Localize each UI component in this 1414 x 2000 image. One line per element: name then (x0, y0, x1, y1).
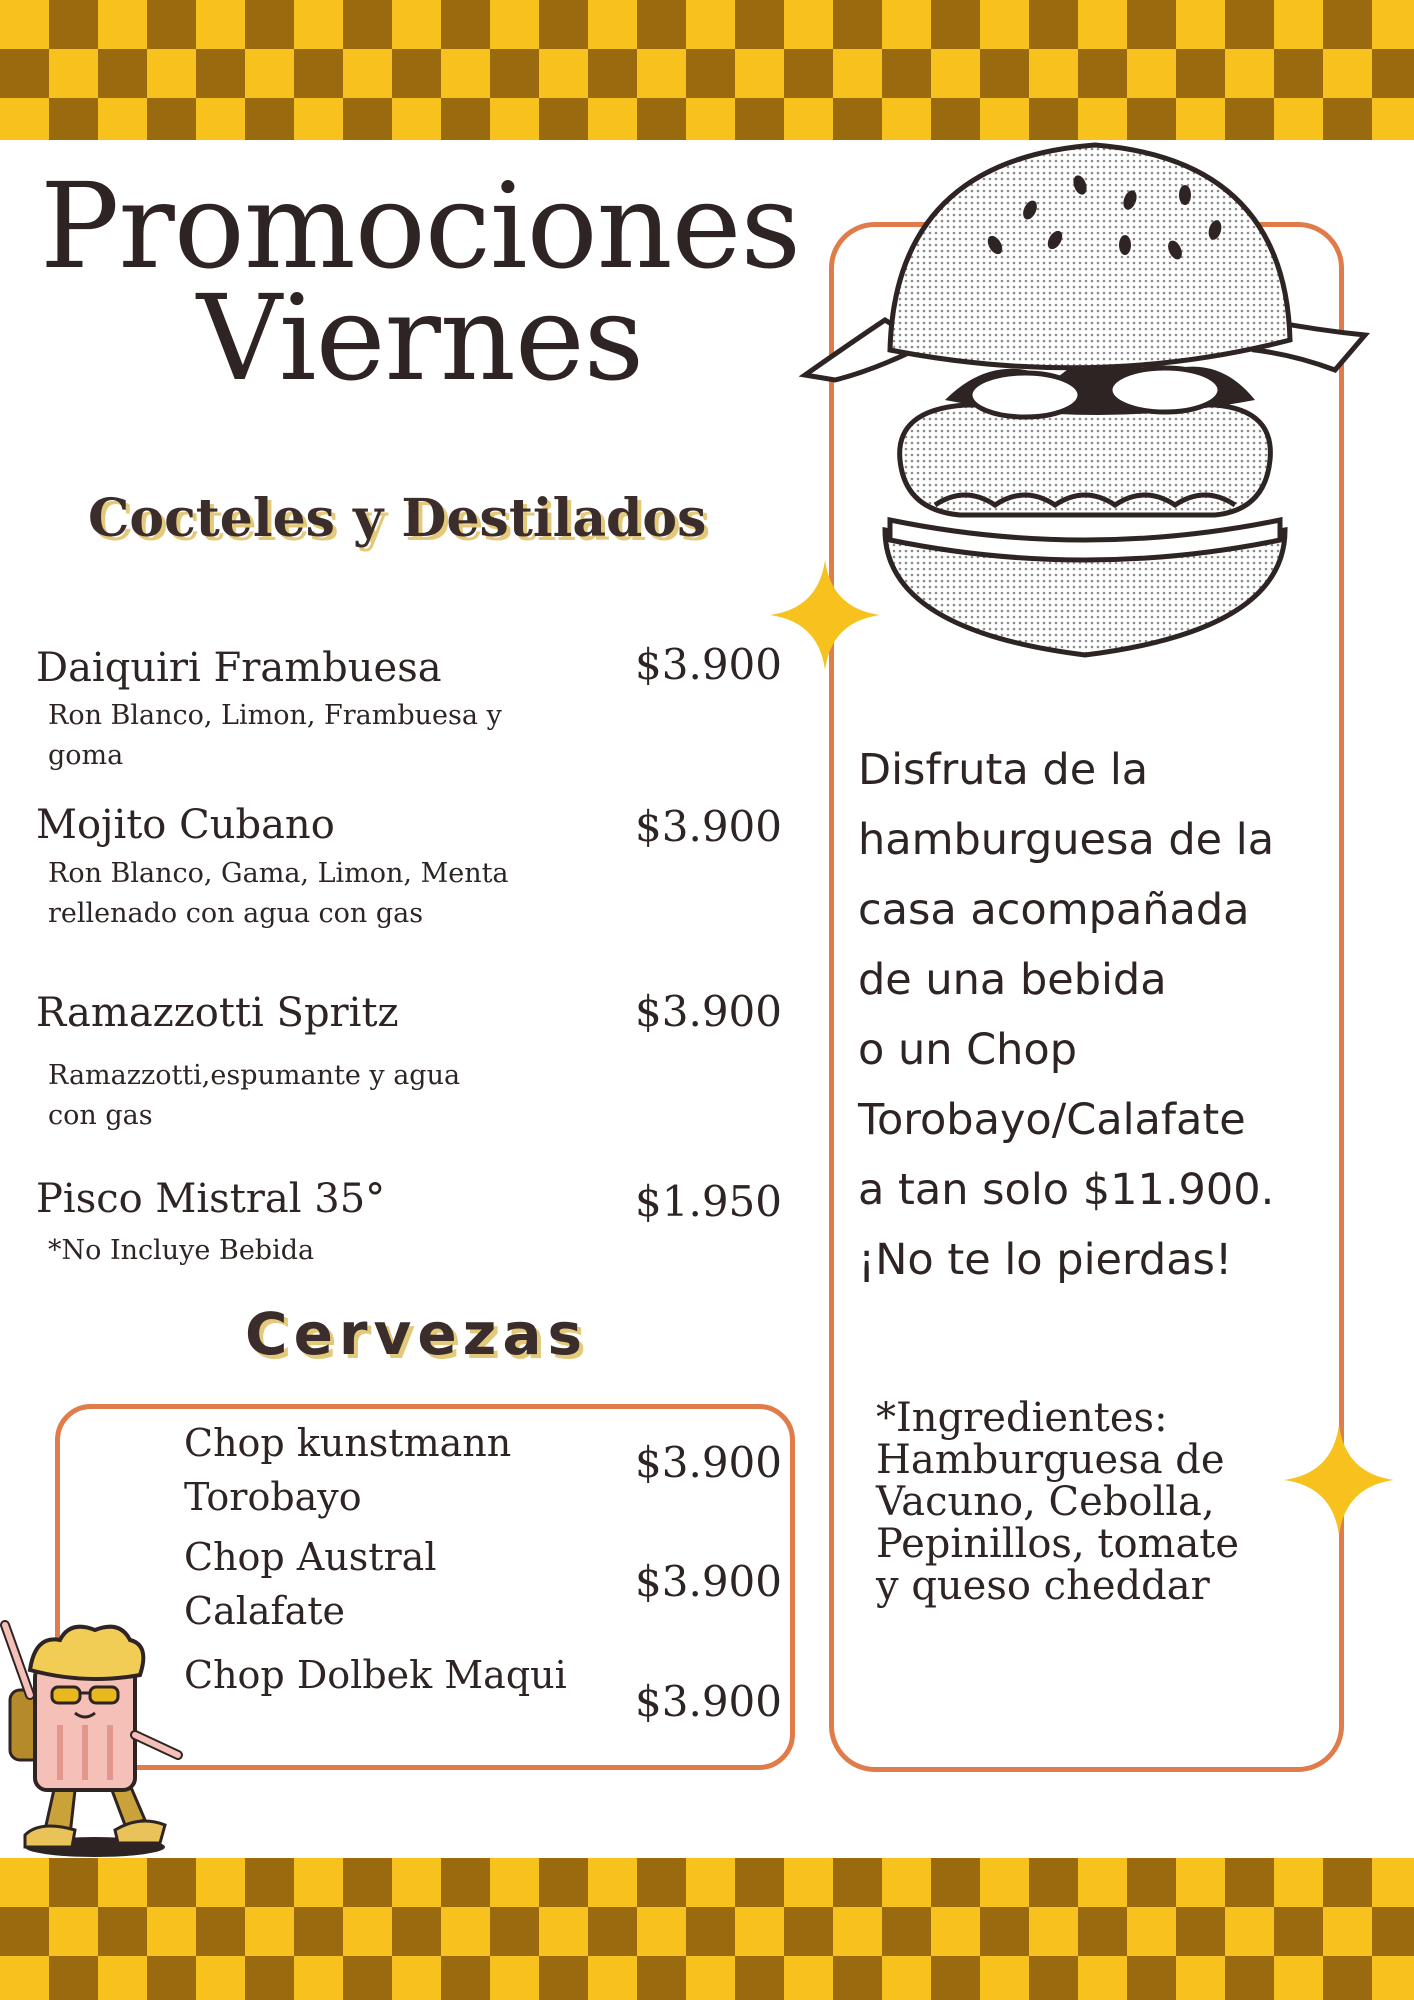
ingredients-line: Pepinillos, tomate (876, 1521, 1240, 1567)
cocktail-description (48, 1056, 608, 1136)
promo-line: a tan solo $11.900. (858, 1165, 1275, 1215)
ingredients-line: Vacuno, Cebolla, (876, 1479, 1215, 1525)
ingredients-line: Hamburguesa de (876, 1437, 1225, 1483)
promo-line: hamburguesa de la (858, 815, 1275, 865)
beer-name (184, 1416, 604, 1524)
beer-name-line: Chop Dolbek Maqui (184, 1653, 567, 1697)
ingredients-line: *Ingredientes: (876, 1395, 1168, 1441)
promo-description (858, 735, 1318, 1295)
cocktail-description (48, 1231, 608, 1271)
beers-heading: Cervezas (245, 1300, 589, 1368)
cocktail-description (48, 696, 608, 776)
cocktail-price: $3.900 (635, 987, 782, 1036)
sparkle-icon (770, 560, 880, 670)
cocktail-price: $1.950 (635, 1177, 782, 1226)
cocktail-desc-line: *No Incluye Bebida (48, 1235, 315, 1266)
cocktail-name: Mojito Cubano (36, 802, 335, 848)
promo-line: o un Chop (858, 1025, 1078, 1075)
beer-name-line: Torobayo (184, 1475, 362, 1519)
cocktail-desc-line: goma (48, 740, 124, 771)
cocktails-heading: Cocteles y Destilados (88, 488, 707, 549)
burger-illustration (795, 140, 1375, 670)
cocktail-name: Pisco Mistral 35° (36, 1176, 386, 1222)
beer-mug-mascot (0, 1615, 190, 1865)
checker-border-bottom (0, 1858, 1414, 2000)
page-title (30, 157, 810, 407)
beer-name-line: Chop kunstmann (184, 1421, 512, 1465)
promo-line: Disfruta de la (858, 745, 1149, 795)
beer-price: $3.900 (635, 1677, 782, 1726)
beer-name-line: Chop Austral (184, 1535, 437, 1579)
ingredients-line: y queso cheddar (876, 1563, 1210, 1609)
cocktail-desc-line: Ramazzotti,espumante y agua (48, 1060, 461, 1091)
cocktail-desc-line: Ron Blanco, Limon, Frambuesa y (48, 700, 502, 731)
checker-border-top (0, 0, 1414, 140)
beer-name (184, 1530, 604, 1638)
cocktail-desc-line: con gas (48, 1100, 153, 1131)
beer-price: $3.900 (635, 1438, 782, 1487)
cocktail-description (48, 854, 608, 934)
cocktail-price: $3.900 (635, 640, 782, 689)
cocktail-name: Daiquiri Frambuesa (36, 645, 442, 691)
title-line-1: Promociones (39, 157, 801, 295)
cocktail-desc-line: rellenado con agua con gas (48, 898, 424, 929)
cocktail-desc-line: Ron Blanco, Gama, Limon, Menta (48, 858, 509, 889)
cocktail-price: $3.900 (635, 802, 782, 851)
promo-line: casa acompañada (858, 885, 1250, 935)
beer-name (184, 1648, 604, 1702)
cocktail-name: Ramazzotti Spritz (36, 990, 399, 1036)
ingredients-text (876, 1397, 1336, 1607)
beer-price: $3.900 (635, 1557, 782, 1606)
promo-line: Torobayo/Calafate (858, 1095, 1246, 1145)
promo-line: de una bebida (858, 955, 1167, 1005)
promo-line: ¡No te lo pierdas! (858, 1235, 1233, 1285)
beer-name-line: Calafate (184, 1589, 346, 1633)
title-line-2: Viernes (196, 269, 644, 407)
